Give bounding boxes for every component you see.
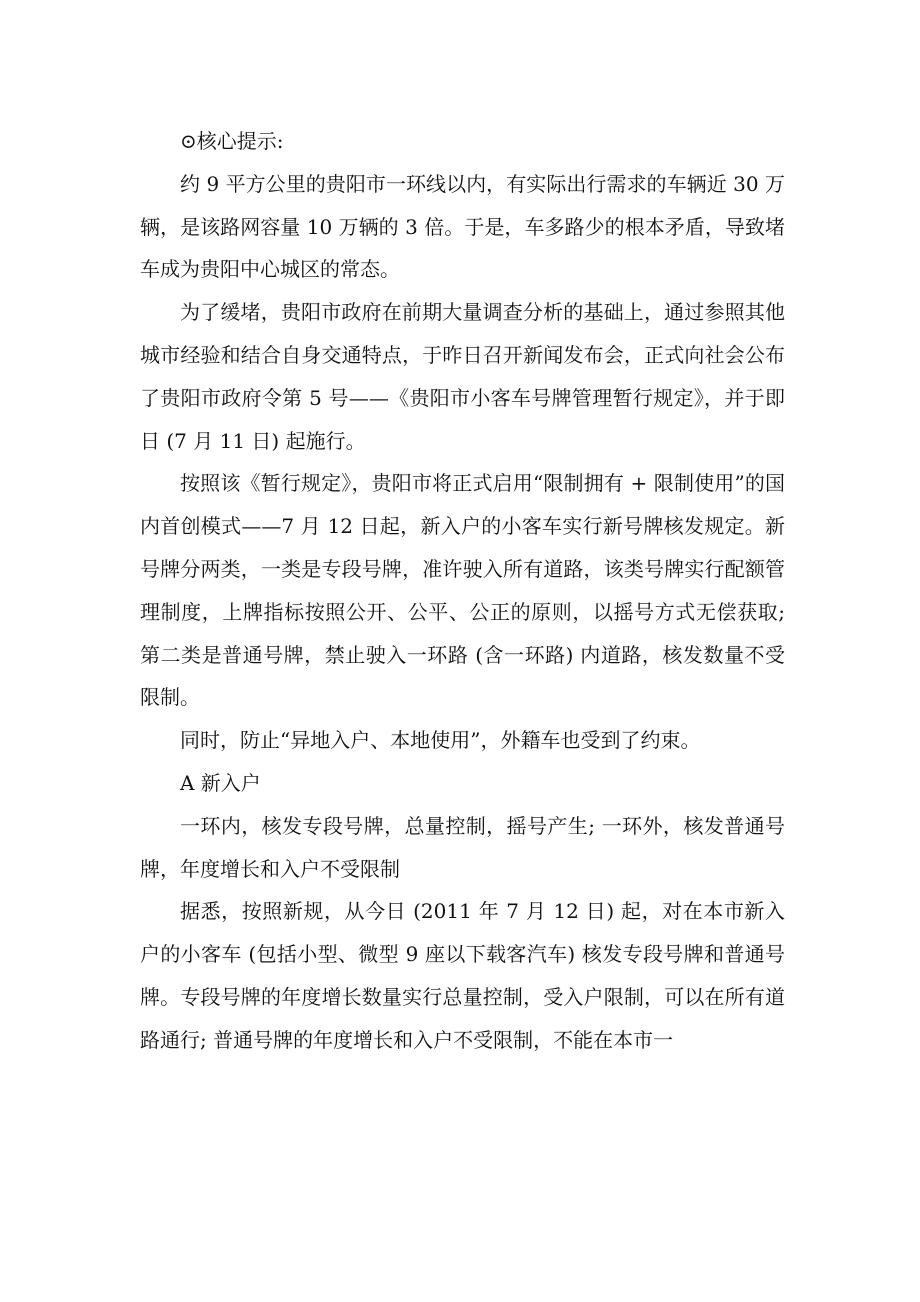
paragraph-new-rules-detail: 据悉，按照新规，从今日 (2011 年 7 月 12 日) 起，对在本市新入户的小客车 (包括小型、微型 9 座以下载客汽车) 核发专段号牌和普通号牌。专段号牌的年度增长数量实行总量控制，受入户限制，可以在所有道路通行; 普通号牌的年度增长和入户不受限制，不能在本市一 <box>140 899 785 1052</box>
section-subtitle: 一环内，核发专段号牌，总量控制，摇号产生; 一环外，核发普通号牌，年度增长和入户不受限制 <box>140 813 785 881</box>
section-heading-new-registration: A 新入户 <box>180 770 261 795</box>
paragraph-traffic-overview: 约 9 平方公里的贵阳市一环线以内，有实际出行需求的车辆近 30 万辆，是该路网容量 10 万辆的 3 倍。于是，车多路少的根本矛盾，导致堵车成为贵阳中心城区的常态。 <box>140 171 785 282</box>
core-tip-heading: ⊙核心提示: <box>180 129 284 153</box>
paragraph-government-regulation: 为了缓堵，贵阳市政府在前期大量调查分析的基础上，通过参照其他城市经验和结合自身交通特点，于昨日召开新闻发布会，正式向社会公布了贵阳市政府令第 5 号——《贵阳市小客车号牌管理暂行规定》，并于即日 (7 月 11 日) 起施行。 <box>140 300 785 453</box>
paragraph-nonlocal-vehicles: 同时，防止“异地入户、本地使用”，外籍车也受到了约束。 <box>180 728 701 753</box>
paragraph-license-plate-rules: 按照该《暂行规定》，贵阳市将正式启用“限制拥有 + 限制使用”的国内首创模式——7 月 12 日起，新入户的小客车实行新号牌核发规定。新号牌分两类，一类是专段号牌，准许驶入所有道路，该类号牌实行配额管理制度，上牌指标按照公开、公平、公正的原则，以摇号方式无偿获取; 第二类是普通号牌，禁止驶入一环路 (含一环路) 内道路，核发数量不受限制。 <box>140 471 785 710</box>
article-body <box>140 120 785 1062</box>
